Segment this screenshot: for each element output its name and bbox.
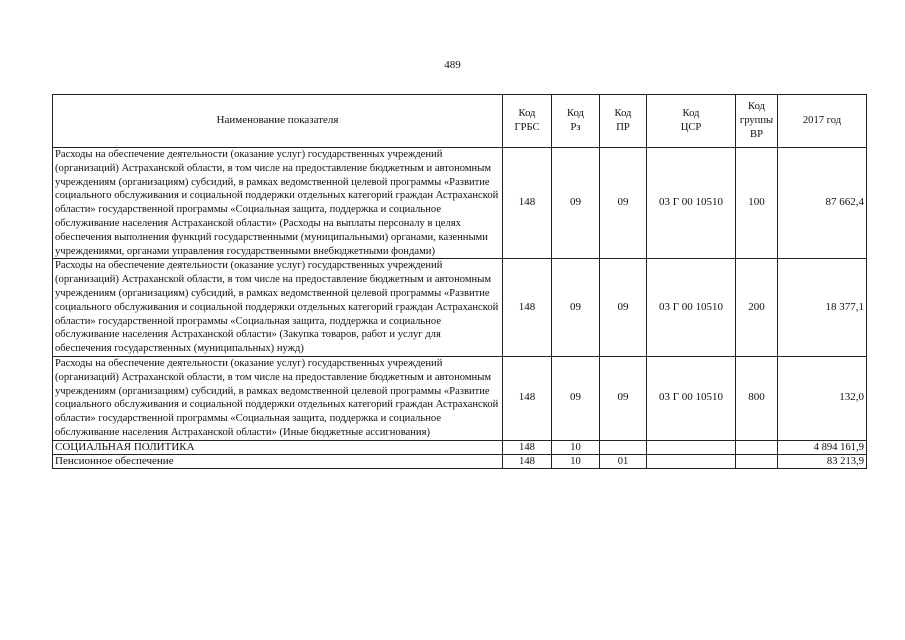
row-grbs: 148 xyxy=(503,259,552,357)
row-name: Пенсионное обеспечение xyxy=(53,454,503,468)
header-rz-line-1: Код xyxy=(567,108,584,120)
header-grbs-line-2: ГРБС xyxy=(514,122,540,133)
row-vr: 200 xyxy=(736,259,778,357)
header-rz-line-2: Рз xyxy=(570,122,581,133)
row-rz: 10 xyxy=(552,454,600,468)
row-amount: 87 662,4 xyxy=(778,148,867,259)
row-rz: 09 xyxy=(552,148,600,259)
row-pr: 01 xyxy=(600,454,647,468)
row-amount: 4 894 161,9 xyxy=(778,440,867,454)
table-row xyxy=(53,454,867,468)
header-grbs xyxy=(503,95,552,148)
header-pr-line-1: Код xyxy=(614,108,632,120)
header-csr-line-2: ЦСР xyxy=(680,122,702,133)
row-amount: 132,0 xyxy=(778,356,867,440)
row-name: СОЦИАЛЬНАЯ ПОЛИТИКА xyxy=(53,440,503,454)
row-amount: 18 377,1 xyxy=(778,259,867,357)
table-header-row xyxy=(53,95,867,148)
header-vr xyxy=(736,95,778,148)
row-vr xyxy=(736,454,778,468)
header-name: Наименование показателя xyxy=(53,95,503,148)
table-row xyxy=(53,259,867,357)
row-grbs: 148 xyxy=(503,454,552,468)
row-name: Расходы на обеспечение деятельности (оказание услуг) государственных учреждений (организаций) Астраханской области, в том числе на предоставление бюджетным и автономным учреждениям (организациям) субсидий, в рамках ведомственной целевой программы «Развитие социального обслуживания и социальной поддержки отдельных категорий граждан Астраханской области» государственной программы «Социальная защита, поддержка и социальное обслуживание населения Астраханской области» (Расходы на выплаты персоналу в целях обеспечения выполнения функций государственными (муниципальными) органами, казенными учреждениями, органами управления государственными внебюджетными фондами) xyxy=(53,148,503,259)
row-vr: 100 xyxy=(736,148,778,259)
header-year: 2017 год xyxy=(778,95,867,148)
row-rz: 10 xyxy=(552,440,600,454)
row-pr: 09 xyxy=(600,148,647,259)
row-pr xyxy=(600,440,647,454)
header-csr-line-1: Код xyxy=(682,108,700,120)
row-csr xyxy=(647,454,736,468)
table-row xyxy=(53,440,867,454)
header-vr-line-3: ВР xyxy=(750,128,763,140)
row-csr: 03 Г 00 10510 xyxy=(647,356,736,440)
row-csr xyxy=(647,440,736,454)
row-rz: 09 xyxy=(552,356,600,440)
header-grbs-line-1: Код xyxy=(518,108,536,120)
row-pr: 09 xyxy=(600,259,647,357)
header-rz xyxy=(552,95,600,148)
row-rz: 09 xyxy=(552,259,600,357)
header-vr-line-2: группы xyxy=(739,115,774,127)
row-name: Расходы на обеспечение деятельности (оказание услуг) государственных учреждений (организаций) Астраханской области, в том числе на предоставление бюджетным и автономным учреждениям (организациям) субсидий, в рамках ведомственной целевой программы «Развитие социального обслуживания и социальной поддержки отдельных категорий граждан Астраханской области» государственной программы «Социальная защита, поддержка и социальное обслуживание населения Астраханской области» (Закупка товаров, работ и услуг для обеспечения государственных (муниципальных) нужд) xyxy=(53,259,503,357)
header-pr-line-2: ПР xyxy=(616,122,630,133)
row-amount: 83 213,9 xyxy=(778,454,867,468)
header-vr-line-1: Код xyxy=(748,101,765,113)
row-csr: 03 Г 00 10510 xyxy=(647,259,736,357)
page-number: 489 xyxy=(444,59,461,71)
table-row xyxy=(53,356,867,440)
row-vr xyxy=(736,440,778,454)
row-pr: 09 xyxy=(600,356,647,440)
row-name: Расходы на обеспечение деятельности (оказание услуг) государственных учреждений (организаций) Астраханской области, в том числе на предоставление бюджетным и автономным учреждениям (организациям) субсидий, в рамках ведомственной целевой программы «Развитие социального обслуживания и социальной поддержки отдельных категорий граждан Астраханской области» государственной программы «Социальная защита, поддержка и социальное обслуживание населения Астраханской области» (Иные бюджетные ассигнования) xyxy=(53,356,503,440)
budget-table xyxy=(52,94,867,469)
row-csr: 03 Г 00 10510 xyxy=(647,148,736,259)
row-grbs: 148 xyxy=(503,148,552,259)
header-csr xyxy=(647,95,736,148)
row-grbs: 148 xyxy=(503,440,552,454)
row-grbs: 148 xyxy=(503,356,552,440)
table-row xyxy=(53,148,867,259)
header-pr xyxy=(600,95,647,148)
row-vr: 800 xyxy=(736,356,778,440)
